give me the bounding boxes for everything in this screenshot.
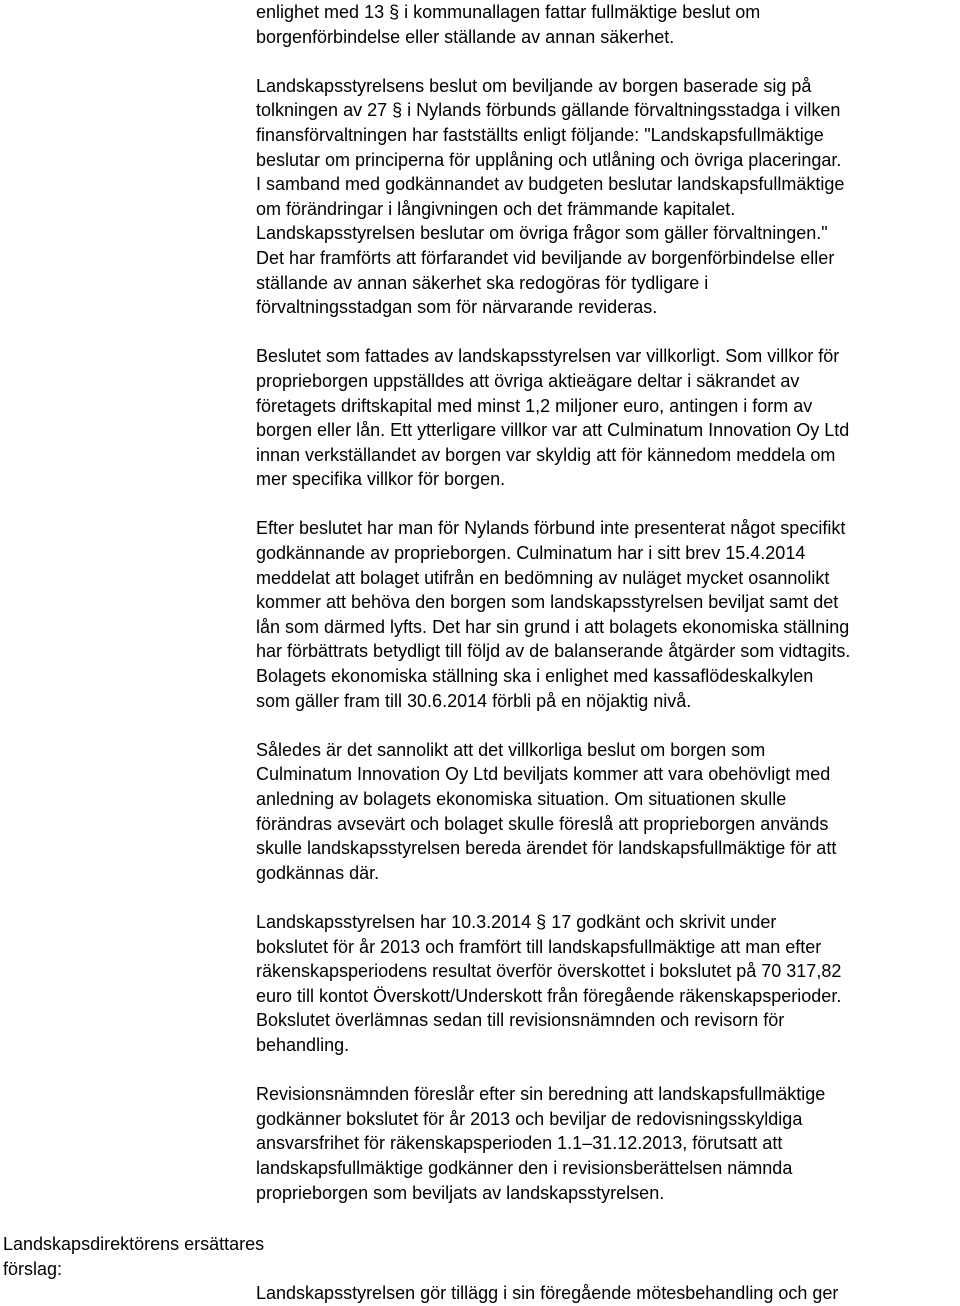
proposal-first-line: Landskapsstyrelsen gör tillägg i sin föregående mötesbehandling och ger — [256, 1283, 839, 1303]
paragraph-culminatum-brev: Efter beslutet har man för Nylands förbund inte presenterat något specifikt godkännande av proprieborgen. Culminatum har i sitt brev 15.4.2014 meddelat att bolaget utifrån en bedömning av nuläget mycket osannolikt kommer att behöva den borgen som landskapsstyrelsen beviljat samt det lån som därmed lyfts. Det har sin grund i att bolagets ekonomiska ställning har förbättrats betydligt till följd av de balanserande åtgärder som vidtagits. Bolagets ekonomiska ställning ska i enlighet med kassaflödeskalkylen som gäller fram till 30.6.2014 förbli på en nöjaktig nivå. — [256, 518, 851, 711]
paragraph-revisionsnamnden: Revisionsnämnden föreslår efter sin beredning att landskapsfullmäktige godkänner bokslutet för år 2013 och beviljar de redovisningsskyldiga ansvarsfrihet för räkenskapsperioden 1.1–31.12.2013, förutsatt att landskapsfullmäktige godkänner den i revisionsberättelsen nämnda proprieborgen som beviljats av landskapsstyrelsen. — [256, 1084, 826, 1203]
paragraph-sannolikt-obehovligt: Således är det sannolikt att det villkorliga beslut om borgen som Culminatum Innovation Oy Ltd beviljats kommer att vara obehövligt med anledning av bolagets ekonomiska situation. Om situationen skulle förändras avsevärt och bolaget skulle föreslå att proprieborgen används skulle landskapsstyrelsen bereda ärendet för landskapsfullmäktige för att godkännas där. — [256, 739, 837, 883]
side-label-proposal: Landskapsdirektörens ersättares förslag: — [3, 1234, 265, 1279]
paragraph-bokslut-2013: Landskapsstyrelsen har 10.3.2014 § 17 godkänt och skrivit under bokslutet för år 2013 och framfört till landskapsfullmäktige att man efter räkenskapsperiodens resultat överför överskottet i bokslutet på 70 317,82 euro till kontot Överskott/Underskott från föregående räkenskapsperioder. Bokslutet överlämnas sedan till revisionsnämnden och revisorn för behandling. — [256, 911, 842, 1055]
paragraph-borgen-intro: enlighet med 13 § i kommunallagen fattar fullmäktige beslut om borgenförbindelse eller ställande av annan säkerhet. — [256, 2, 761, 47]
document-body — [256, 0, 956, 1205]
paragraph-villkorligt-beslut: Beslutet som fattades av landskapsstyrelsen var villkorligt. Som villkor för proprieborgen uppställdes att övriga aktieägare deltar i säkrandet av företagets driftskapital med minst 1,2 miljoner euro, antingen i form av borgen eller lån. Ett ytterligare villkor var att Culminatum Innovation Oy Ltd innan verkställandet av borgen var skyldig att för kännedom meddela om mer specifika villkor för borgen. — [256, 346, 850, 490]
paragraph-forvaltningsstadga: Landskapsstyrelsens beslut om beviljande av borgen baserade sig på tolkningen av 27 § i Nylands förbunds gällande förvaltningsstadga i vilken finansförvaltningen har fastställts enligt följande: "Landskapsfullmäktige beslutar om principerna för upplåning och utlåning och övriga placeringar. I samband med godkännandet av budgeten beslutar landskapsfullmäktige om förändringar i långivningen och det främmande kapitalet. Landskapsstyrelsen beslutar om övriga frågor som gäller förvaltningen." Det har framförts att förfarandet vid beviljande av borgenförbindelse eller ställande av annan säkerhet ska redogöras för tydligare i förvaltningsstadgan som för närvarande revideras. — [256, 75, 845, 318]
